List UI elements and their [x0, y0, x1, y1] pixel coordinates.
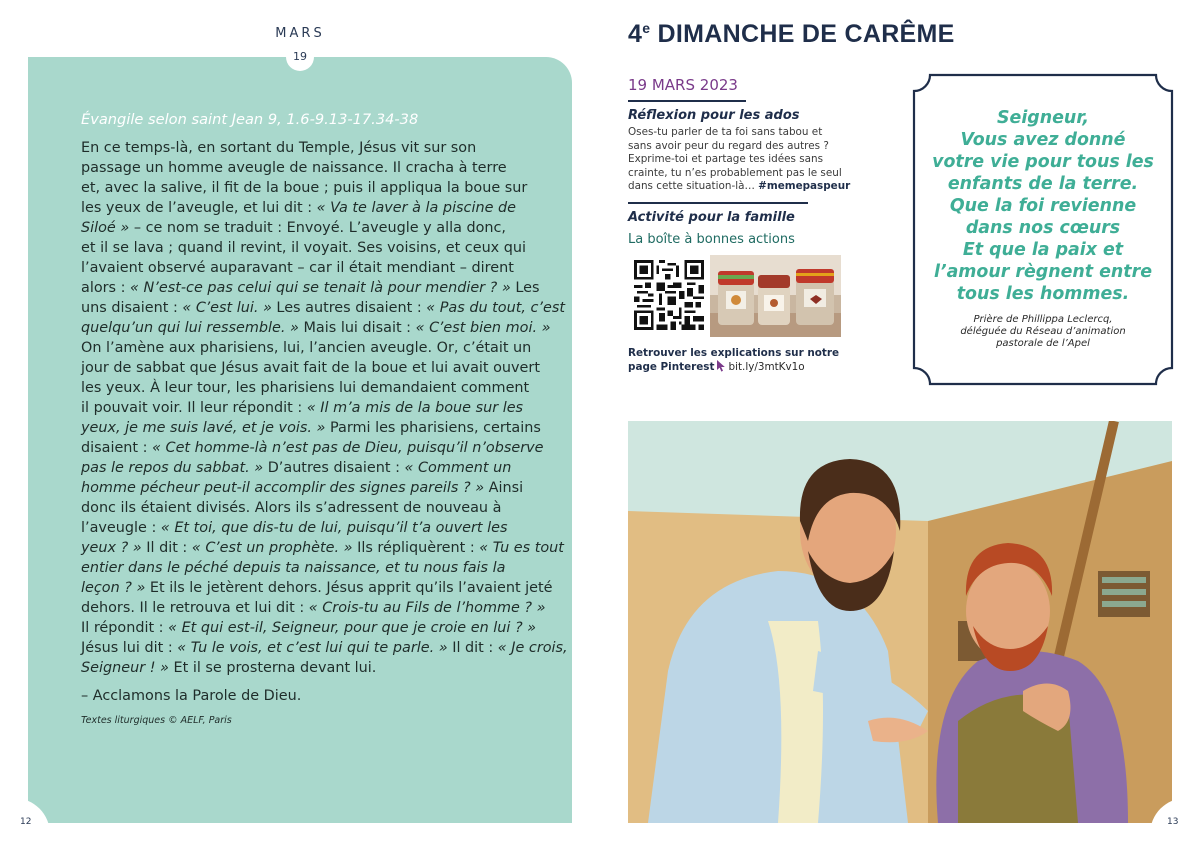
gospel-line: [81, 158, 533, 178]
gospel-line: [81, 238, 533, 258]
gospel-quote: entier dans le péché depuis ta naissance, et tu nous fais la: [81, 560, 506, 576]
gospel-segment: On l’amène aux pharisiens, lui, l’ancien aveugle. Or, c’était un: [81, 340, 532, 356]
gospel-line: [81, 358, 540, 378]
gospel-text: [81, 138, 568, 678]
qr-code-icon[interactable]: [634, 258, 704, 332]
title-number: 4: [628, 20, 643, 48]
title-text: DIMANCHE DE CARÊME: [650, 20, 955, 48]
gospel-line: [81, 258, 533, 278]
gospel-line: [81, 458, 533, 478]
gospel-segment: alors :: [81, 280, 131, 296]
gospel-quote: Seigneur ! »: [81, 660, 169, 676]
gospel-quote: « Et qui est-il, Seigneur, pour que je croie en lui ? »: [168, 620, 537, 636]
gospel-line: [81, 298, 565, 318]
gospel-quote: « Tu le vois, et c’est lui qui te parle. »: [177, 640, 448, 656]
gospel-segment: et, avec la salive, il fit de la boue ; puis il appliqua la boue sur: [81, 180, 528, 196]
prayer-line: dans nos cœurs: [965, 218, 1121, 238]
gospel-segment: il pouvait voir. Il leur répondit :: [81, 400, 307, 416]
gospel-line: [81, 178, 533, 198]
jesus-healing-blind-man-illustration: [628, 421, 1172, 823]
gospel-segment: disaient :: [81, 440, 153, 456]
hashtag: #memepaspeur: [758, 180, 851, 192]
pinterest-label: page Pinterest: [628, 361, 715, 373]
cursor-arrow-icon: [716, 360, 726, 372]
pinterest-link[interactable]: bit.ly/3mtKv1o: [728, 361, 805, 373]
copyright-notice: Textes liturgiques © AELF, Paris: [81, 715, 232, 726]
ados-line: Oses-tu parler de ta foi sans tabou et: [628, 126, 823, 138]
famille-subtitle: La boîte à bonnes actions: [628, 232, 795, 247]
prayer-line: Seigneur,: [997, 108, 1089, 128]
ados-last-line: dans cette situation-là…: [628, 180, 759, 192]
gospel-segment: – ce nom se traduit : Envoyé. L’aveugle y alla donc,: [129, 220, 507, 236]
gospel-line: [81, 218, 533, 238]
credit-line: Prière de Phillippa Leclercq,: [973, 314, 1113, 325]
gospel-quote: « Et toi, que dis-tu de lui, puisqu’il t’a ouvert les: [160, 520, 508, 536]
gospel-segment: Et ils le jetèrent dehors. Jésus apprit qu’ils l’avaient jeté: [145, 580, 553, 596]
gospel-quote: yeux, je me suis lavé, et je vois. »: [81, 420, 326, 436]
gospel-line: [81, 338, 533, 358]
gospel-quote: « Je crois,: [497, 640, 568, 656]
gospel-quote: « C’est bien moi. »: [415, 320, 551, 336]
divider: [628, 202, 808, 204]
famille-section-title: Activité pour la famille: [628, 210, 795, 225]
gospel-segment: l’aveugle :: [81, 520, 161, 536]
gospel-quote: « Cet homme-là n’est pas de Dieu, puisqu’il n’observe: [152, 440, 544, 456]
pinterest-line: Retrouver les explications sur notre: [628, 347, 839, 359]
gospel-quote: quelqu’un qui lui ressemble. »: [81, 320, 299, 336]
gospel-segment: les yeux de l’aveugle, et lui dit :: [81, 200, 317, 216]
prayer-line: enfants de la terre.: [947, 174, 1139, 194]
gospel-segment: Il dit :: [447, 640, 498, 656]
page-title: [628, 20, 955, 49]
gospel-segment: Les: [510, 280, 540, 296]
gospel-quote: « N’est-ce pas celui qui se tenait là pour mendier ? »: [130, 280, 511, 296]
month-label: MARS: [275, 26, 325, 41]
gospel-line: [81, 558, 533, 578]
gospel-segment: Parmi les pharisiens, certains: [325, 420, 541, 436]
gospel-quote: « Tu es tout: [479, 540, 564, 556]
prayer-line: Et que la paix et: [962, 240, 1124, 260]
gospel-line: [81, 318, 551, 338]
gospel-quote: homme pécheur peut-il accomplir des signes pareils ? »: [81, 480, 485, 496]
gospel-quote: « Il m’a mis de la boue sur les: [306, 400, 524, 416]
gospel-quote: « Crois-tu au Fils de l’homme ? »: [308, 600, 546, 616]
gospel-segment: uns disaient :: [81, 300, 183, 316]
prayer-credit: [912, 314, 1174, 350]
gospel-segment: donc ils étaient divisés. Alors ils s’adressent de nouveau à: [81, 500, 502, 516]
prayer-line: votre vie pour tous les: [932, 152, 1154, 172]
prayer-line: tous les hommes.: [956, 284, 1130, 304]
gospel-quote: « C’est un prophète. »: [191, 540, 353, 556]
gospel-line: [81, 478, 533, 498]
divider: [628, 100, 746, 102]
gospel-segment: et il se lava ; quand il revint, il voyait. Ses voisins, et ceux qui: [81, 240, 527, 256]
gospel-segment: les yeux. À leur tour, les pharisiens lui demandaient comment: [81, 380, 530, 396]
gospel-quote: « Pas du tout, c’est: [426, 300, 565, 316]
gospel-line: [81, 418, 541, 438]
gospel-line: [81, 518, 533, 538]
ados-line: sans avoir peur du regard des autres ?: [628, 139, 829, 152]
gospel-line: [81, 198, 533, 218]
pinterest-note: [628, 346, 839, 374]
gospel-quote: pas le repos du sabbat. »: [81, 460, 264, 476]
gospel-segment: Ils répliquèrent :: [352, 540, 480, 556]
ados-text: [628, 126, 850, 194]
gospel-segment: Mais lui disait :: [298, 320, 416, 336]
right-page: [600, 0, 1200, 851]
gospel-line: [81, 598, 546, 618]
gospel-line: [81, 398, 533, 418]
gospel-line: [81, 618, 537, 638]
gospel-segment: D’autres disaient :: [263, 460, 405, 476]
gospel-line: [81, 638, 568, 658]
gospel-line: [81, 138, 533, 158]
prayer-line: Vous avez donné: [960, 130, 1126, 150]
gospel-quote: « Comment un: [404, 460, 512, 476]
gospel-segment: Jésus lui dit :: [81, 640, 178, 656]
gospel-reference: Évangile selon saint Jean 9, 1.6-9.13-17.34-38: [81, 111, 419, 128]
gospel-segment: jour de sabbat que Jésus avait fait de la boue et lui avait ouvert: [81, 360, 540, 376]
gospel-segment: dehors. Il le retrouva et lui dit :: [81, 600, 309, 616]
ados-line: crainte, tu n’es probablement pas le seul: [628, 166, 842, 179]
gift-jars-photo: [710, 255, 841, 337]
ados-line: Exprime-toi et partage tes idées sans: [628, 153, 824, 165]
page-number-right: 13: [1167, 817, 1179, 827]
gospel-segment: Ainsi: [484, 480, 524, 496]
title-suffix: e: [642, 20, 651, 36]
credit-line: déléguée du Réseau d’animation: [960, 326, 1126, 337]
prayer-text: [912, 107, 1174, 305]
gospel-segment: Et il se prosterna devant lui.: [168, 660, 377, 676]
date-label: 19 MARS 2023: [628, 76, 738, 94]
gospel-line: [81, 498, 533, 518]
gospel-quote: « C’est lui. »: [182, 300, 272, 316]
ados-section-title: Réflexion pour les ados: [628, 108, 800, 123]
day-badge: 19: [286, 43, 314, 71]
gospel-quote: leçon ? »: [81, 580, 146, 596]
gospel-line: [81, 538, 564, 558]
gospel-segment: passage un homme aveugle de naissance. Il cracha à terre: [81, 160, 507, 176]
prayer-line: l’amour règnent entre: [934, 262, 1152, 282]
gospel-segment: En ce temps-là, en sortant du Temple, Jésus vit sur son: [81, 140, 477, 156]
acclamation: – Acclamons la Parole de Dieu.: [81, 688, 302, 704]
gospel-segment: Il dit :: [141, 540, 192, 556]
gospel-line: [81, 658, 533, 678]
gospel-line: [81, 278, 540, 298]
gospel-quote: yeux ? »: [81, 540, 142, 556]
gospel-segment: l’avaient observé auparavant – car il était mendiant – dirent: [81, 260, 514, 276]
gospel-segment: Les autres disaient :: [271, 300, 427, 316]
gospel-line: [81, 438, 544, 458]
page-number-left: 12: [20, 817, 32, 827]
credit-line: pastorale de l’Apel: [996, 338, 1090, 349]
gospel-line: [81, 378, 533, 398]
pinterest-line: [628, 360, 839, 374]
gospel-quote: Siloé »: [81, 220, 130, 236]
ados-line: [628, 180, 850, 194]
prayer-line: Que la foi revienne: [949, 196, 1137, 216]
gospel-segment: Il répondit :: [81, 620, 169, 636]
gospel-line: [81, 578, 553, 598]
gospel-quote: « Va te laver à la piscine de: [316, 200, 517, 216]
